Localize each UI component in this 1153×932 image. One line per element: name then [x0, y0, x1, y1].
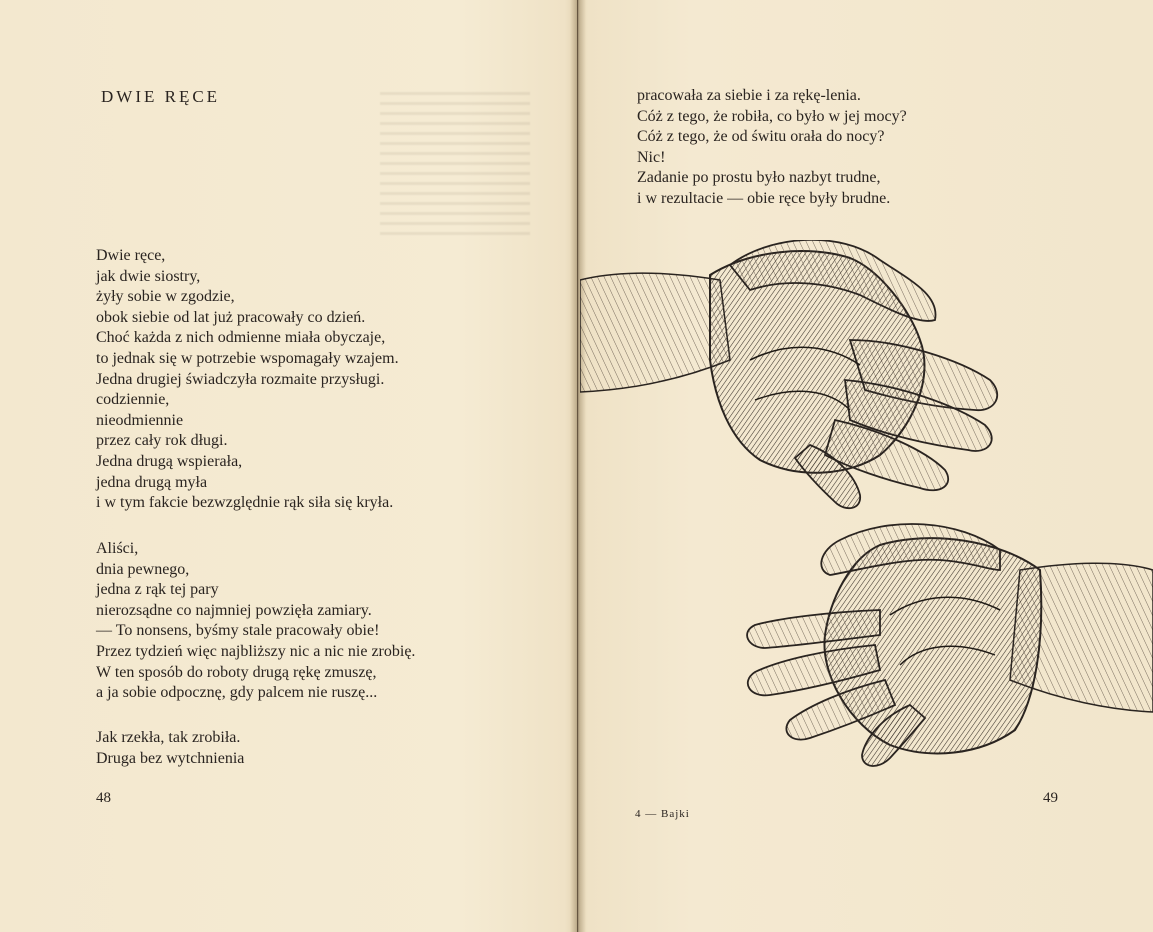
poem-title: DWIE RĘCE: [101, 87, 221, 106]
poem-line: Przez tydzień więc najbliższy nic a nic nie zrobię.: [96, 642, 416, 660]
poem-line: żyły sobie w zgodzie,: [96, 288, 235, 306]
poem-line: Aliści,: [96, 540, 139, 557]
right-page: [580, 0, 1153, 932]
stanza: [637, 86, 907, 210]
lower-hand: [747, 524, 1153, 766]
poem-line: przez cały rok długi.: [96, 432, 228, 450]
poem-line: — To nonsens, byśmy stale pracowały obie!: [96, 622, 380, 640]
poem-line: Druga bez wytchnienia: [96, 749, 245, 767]
poem-line: i w tym fakcie bezwzględnie rąk siła się kryła.: [96, 494, 394, 512]
poem-line: Cóż z tego, że od świtu orała do nocy?: [637, 128, 885, 146]
poem-line: to jednak się w potrzebie wspomagały wzajem.: [96, 349, 399, 367]
signature-mark: 4 — Bajki: [635, 808, 690, 820]
poem-line: jak dwie siostry,: [96, 267, 201, 285]
poem-line: Jedna drugiej świadczyła rozmaite przysługi.: [96, 370, 385, 388]
poem-line: nierozsądne co najmniej powzięła zamiary.: [96, 601, 372, 619]
poem-line: jedna drugą myła: [96, 473, 208, 491]
poem-line: dnia pewnego,: [96, 560, 190, 578]
poem-line: jedna z rąk tej pary: [96, 581, 219, 599]
poem-line: Jedna drugą wspierała,: [96, 452, 243, 470]
left-page: [0, 0, 575, 932]
poem-line: W ten sposób do roboty drugą rękę zmuszę,: [96, 663, 377, 681]
page-number: 49: [1043, 790, 1058, 806]
poem-line: codziennie,: [96, 391, 170, 409]
poem-line: nieodmiennie: [96, 411, 184, 429]
poem-line: Nic!: [637, 148, 666, 166]
upper-hand: [580, 240, 997, 508]
poem-line: a ja sobie odpocznę, gdy palcem nie ruszę...: [96, 684, 378, 702]
poem-line: i w rezultacie — obie ręce były brudne.: [637, 189, 891, 207]
stanza: [96, 246, 399, 514]
book-spine-line: [577, 0, 578, 932]
poem-line: pracowała za siebie i za rękę-lenia.: [637, 87, 861, 104]
stanza: [96, 728, 244, 769]
poem-line: obok siebie od lat już pracowały co dzień.: [96, 308, 366, 326]
poem-line: Jak rzekła, tak zrobiła.: [96, 729, 241, 746]
poem-line: Zadanie po prostu było nazbyt trudne,: [637, 169, 881, 187]
poem-line: Cóż z tego, że robiła, co było w jej mocy?: [637, 107, 907, 125]
stanza: [96, 539, 415, 704]
poem-line: Choć każda z nich odmienne miała obyczaje,: [96, 329, 386, 347]
two-hands-illustration: [580, 240, 1153, 780]
page-number: 48: [96, 790, 111, 806]
poem-line: Dwie ręce,: [96, 247, 166, 264]
